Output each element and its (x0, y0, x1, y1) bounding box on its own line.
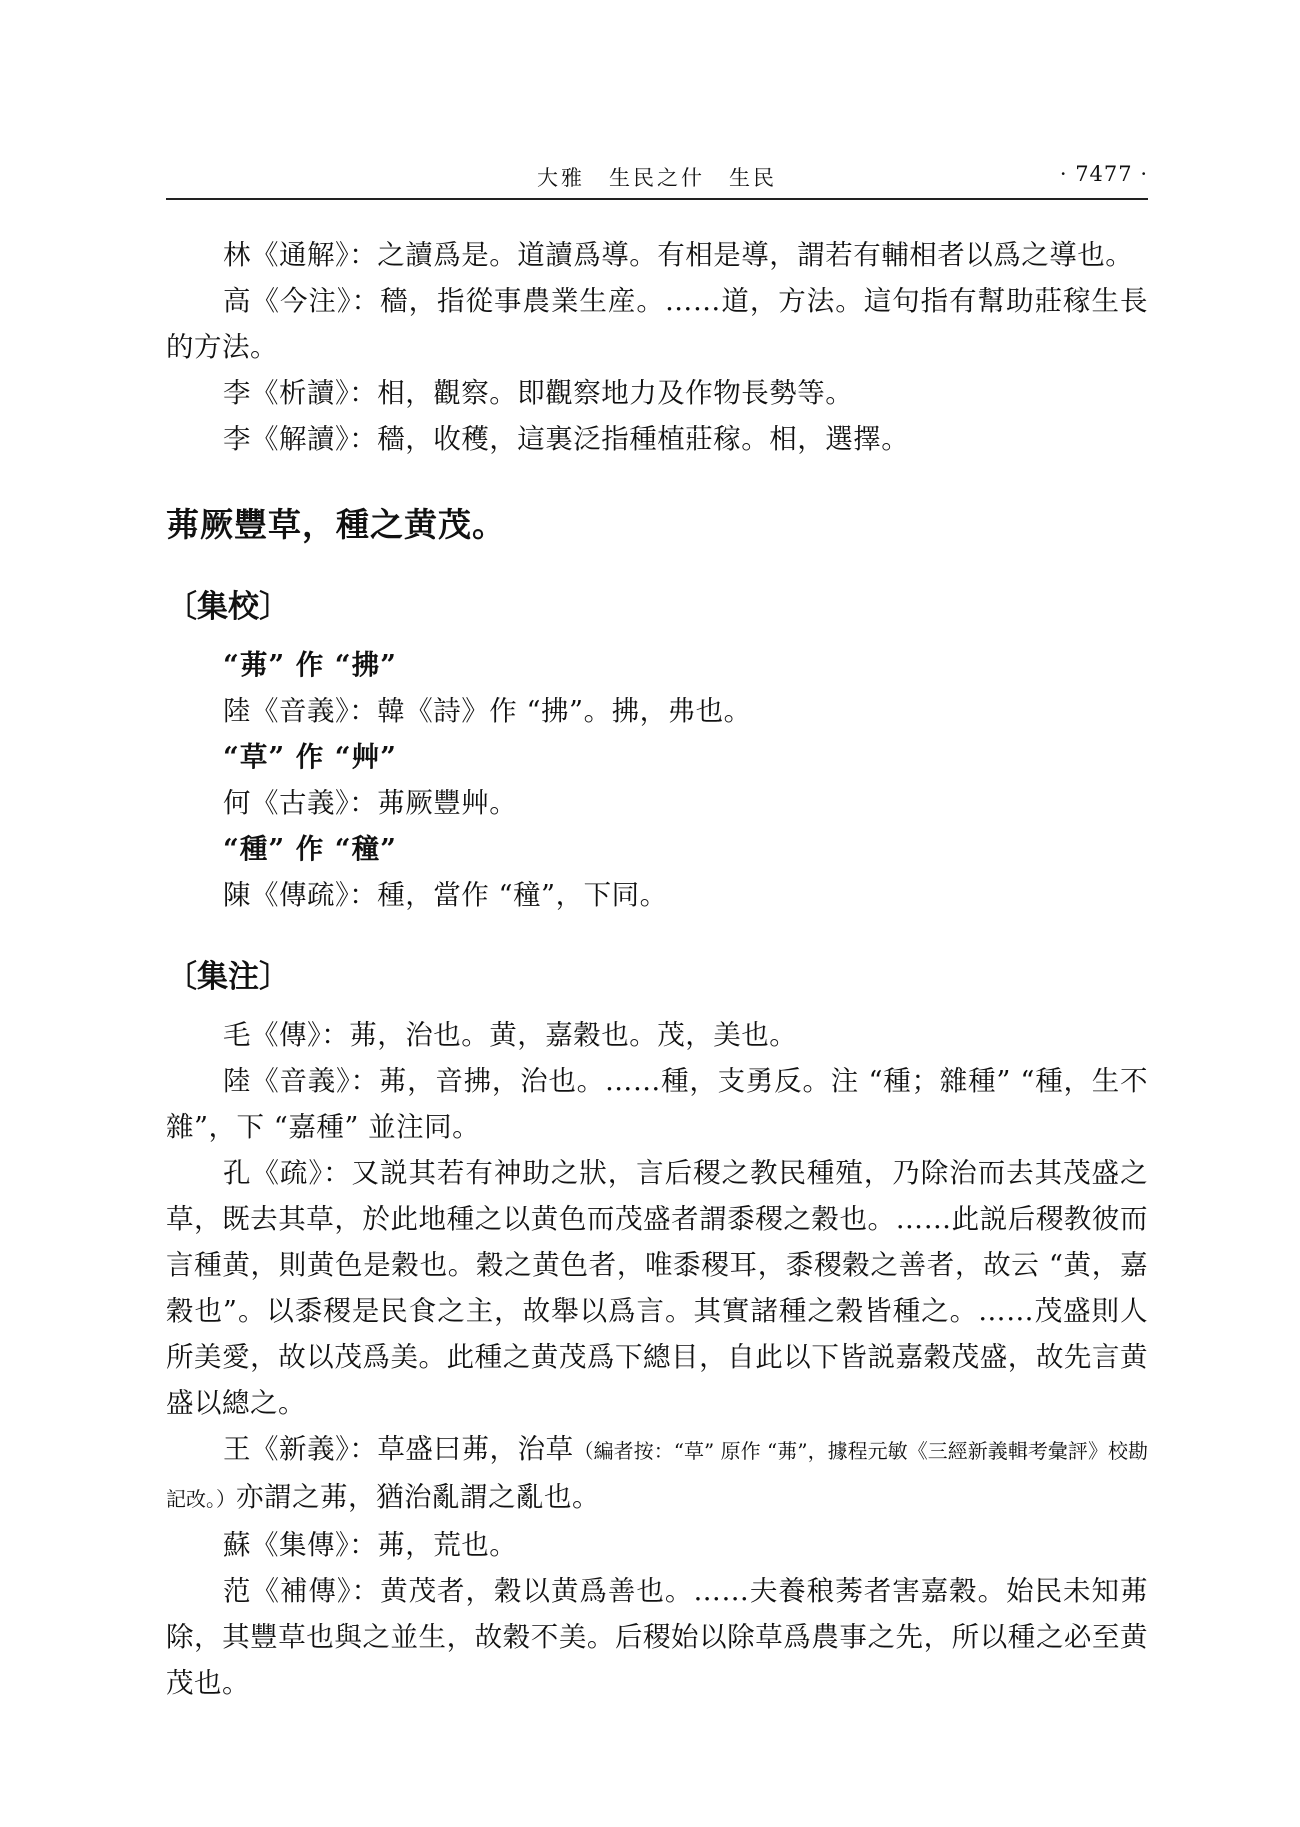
intro-paragraph: 李《解讀》：穡，收穫，這裏泛指種植莊稼。相，選擇。 (223, 423, 910, 455)
variant-heading: “茀” 作 “拂” (223, 649, 397, 681)
verse-heading: 茀厥豐草，種之黄茂。 (166, 505, 506, 544)
editor-note: （編者按：“草” 原作 “茀”，據程元敏《三經新義輯考彙評》校勘記改。） (166, 1439, 1148, 1511)
intro-paragraph: 林《通解》：之讀爲是。道讀爲導。有相是導，謂若有輔相者以爲之導也。 (223, 239, 1134, 271)
variant-entry: 何《古義》：茀厥豐艸。 (223, 787, 518, 819)
commentary-paragraph: 孔《疏》：又説其若有神助之狀，言后稷之教民種殖，乃除治而去其茂盛之草，既去其草，於此地種之以黄色而茂盛者謂黍稷之穀也。……此説后稷教彼而言種黄，則黄色是穀也。穀之黄色者，唯黍稷耳，黍稷穀之善者，故云 “黄，嘉穀也”。以黍稷是民食之主，故舉以爲言。其實諸種之穀皆種之。……茂盛則人所美愛，故以茂爲美。此種之黄茂爲下總目，自此以下皆説嘉穀茂盛，故先言黄盛以總之。 (166, 1157, 1148, 1419)
commentary-paragraph: 范《補傳》：黄茂者，穀以黄爲善也。……夫養稂莠者害嘉穀。始民未知茀除，其豐草也與之並生，故穀不美。后稷始以除草爲農事之先，所以種之必至黄茂也。 (166, 1575, 1148, 1699)
body-text (166, 232, 1148, 1706)
commentary-paragraph (166, 1426, 1148, 1522)
variant-entry: 陳《傳疏》：種，當作 “穜”，下同。 (223, 879, 668, 911)
variant-entry: 陸《音義》：韓《詩》作 “拂”。拂，弗也。 (223, 695, 752, 727)
commentary-paragraph: 蘇《集傳》：茀，荒也。 (223, 1529, 518, 1561)
commentary-paragraph: 毛《傳》：茀，治也。黄，嘉穀也。茂，美也。 (223, 1019, 798, 1051)
intro-paragraph: 李《析讀》：相，觀察。即觀察地力及作物長勢等。 (223, 377, 854, 409)
running-title: 大雅 生民之什 生民 (537, 166, 777, 190)
variant-heading: “草” 作 “艸” (223, 741, 397, 773)
intro-paragraph: 高《今注》：穡，指從事農業生産。……道，方法。這句指有幫助莊稼生長的方法。 (166, 285, 1148, 363)
variant-heading: “種” 作 “穜” (223, 833, 397, 865)
page-number: · 7477 · (1059, 162, 1148, 186)
jijiao-section-title: 〔集校〕 (166, 589, 290, 625)
commentary-text: 王《新義》：草盛曰茀，治草 (223, 1433, 574, 1465)
running-header (166, 158, 1148, 200)
commentary-paragraph: 陸《音義》：茀，音拂，治也。……種，支勇反。注 “種；雜種” “種，生不雜”，下 “嘉種” 並注同。 (166, 1065, 1148, 1143)
jizhu-section-title: 〔集注〕 (166, 959, 290, 995)
commentary-text: 亦謂之茀，猶治亂謂之亂也。 (236, 1481, 600, 1513)
